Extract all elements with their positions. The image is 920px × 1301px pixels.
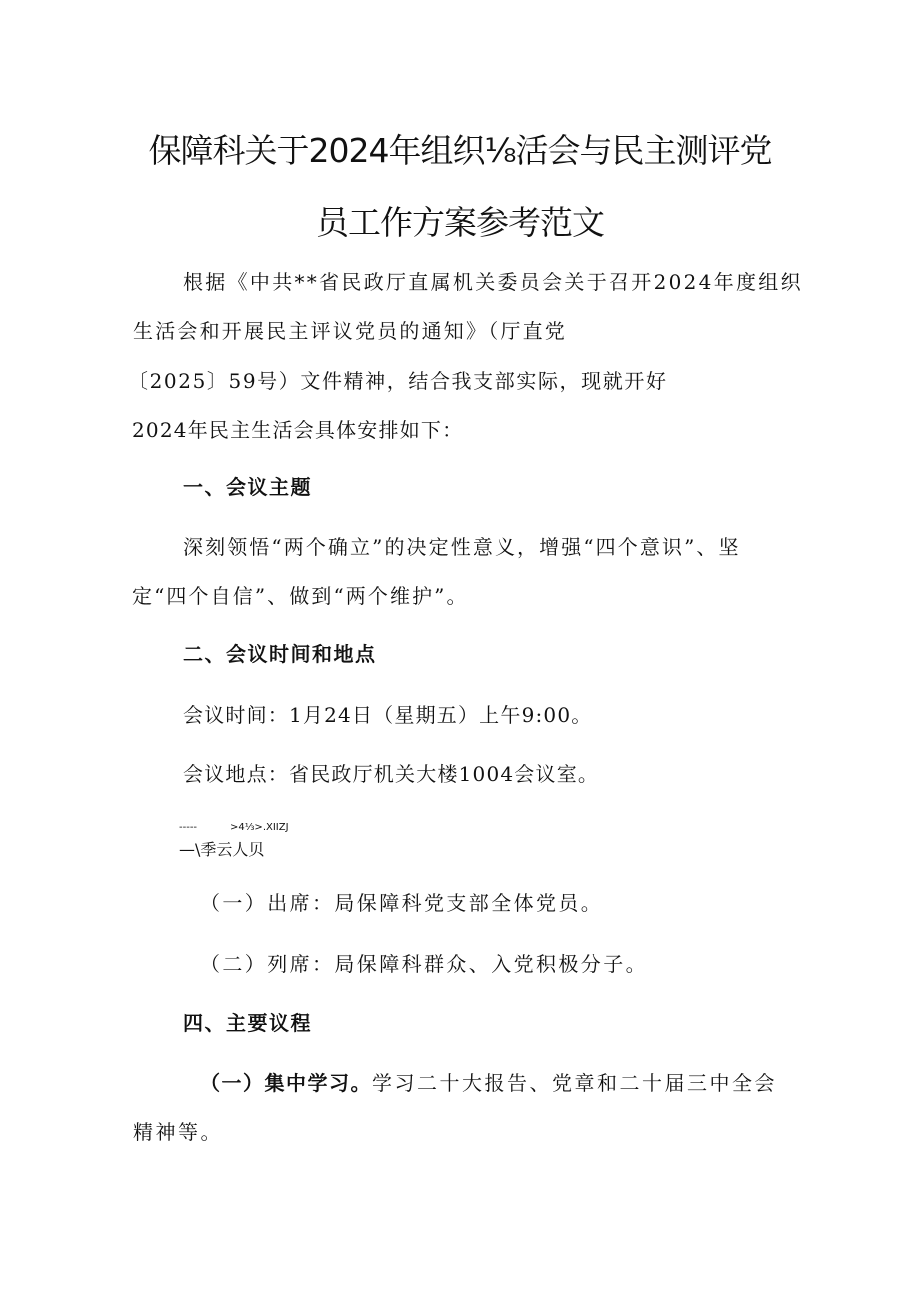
document-title-line-1: 保障科关于2024年组织⅛活会与民主测评党 bbox=[148, 131, 772, 170]
theme-paragraph-line-1: 深刻领悟“两个确立”的决定性意义，增强“四个意识”、坚 bbox=[183, 535, 741, 559]
meeting-time: 会议时间：1月24日（星期五）上午9:00。 bbox=[183, 703, 593, 727]
intro-line-4: 2024年民主生活会具体安排如下： bbox=[132, 418, 464, 442]
agenda-item-1-continuation: 精神等。 bbox=[133, 1120, 223, 1144]
section-heading-agenda: 四、主要议程 bbox=[183, 1011, 312, 1035]
section-heading-theme: 一、会议主题 bbox=[183, 475, 312, 499]
garbled-heading-fragment-1: ----- bbox=[179, 822, 198, 833]
attendees-observers: （二）列席：局保障科群众、入党积极分子。 bbox=[200, 952, 648, 976]
attendees-present: （一）出席：局保障科党支部全体党员。 bbox=[200, 891, 604, 915]
section-heading-time-place: 二、会议时间和地点 bbox=[183, 642, 377, 666]
agenda-item-1-text: 学习二十大报告、党章和二十届三中全会 bbox=[372, 1071, 777, 1095]
garbled-heading-fragment-2: >4⅓>.XIIZJ bbox=[230, 822, 289, 833]
meeting-place: 会议地点：省民政厅机关大楼1004会议室。 bbox=[183, 762, 600, 786]
theme-paragraph-line-2: 定“四个自信”、做到“两个维护”。 bbox=[132, 584, 469, 608]
agenda-item-1 bbox=[200, 1069, 777, 1097]
agenda-item-1-lead: （一）集中学习。 bbox=[200, 1071, 372, 1095]
document-title-line-2: 员工作方案参考范文 bbox=[316, 203, 604, 242]
intro-line-1: 根据《中共**省民政厅直属机关委员会关于召开2024年度组织 bbox=[183, 270, 803, 294]
intro-line-3: 〔2025〕59号）文件精神，结合我支部实际，现就开好 bbox=[128, 369, 668, 393]
intro-line-2: 生活会和开展民主评议党员的通知》（厅直党 bbox=[133, 319, 567, 343]
garbled-heading-fragment-3: —\季云人贝 bbox=[179, 840, 265, 859]
